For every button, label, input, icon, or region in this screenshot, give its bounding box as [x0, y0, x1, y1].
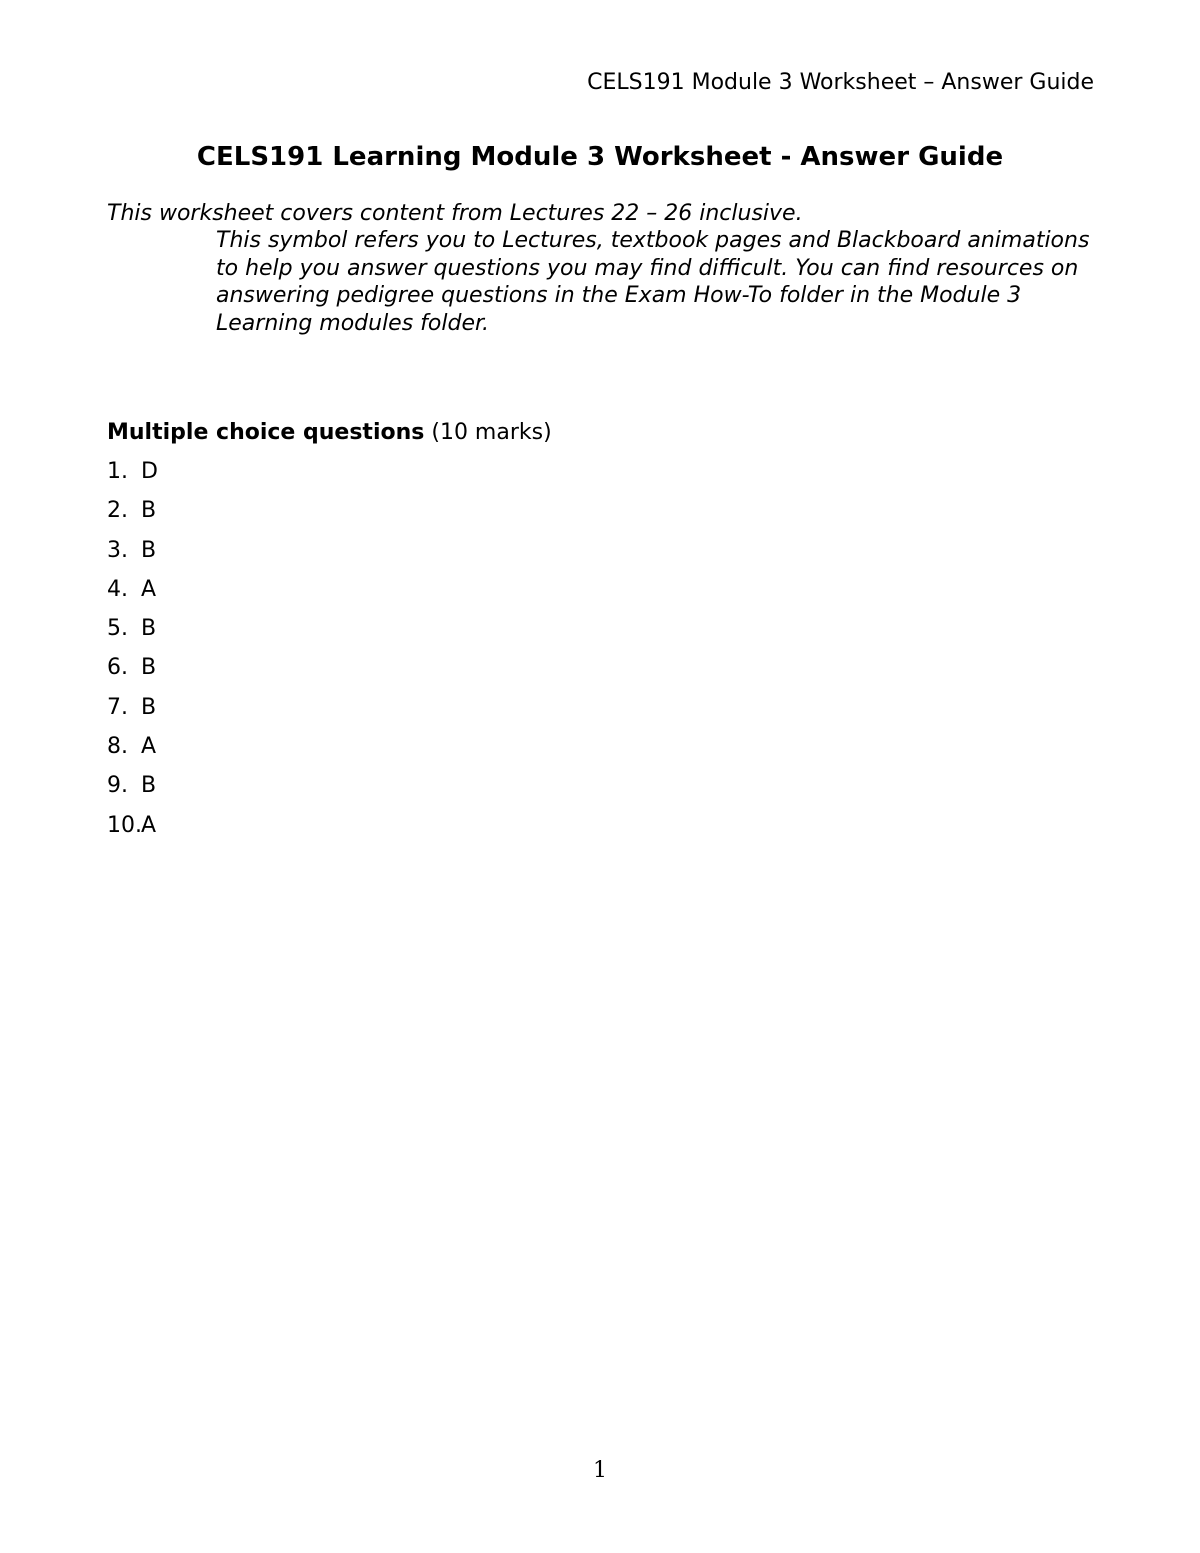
answer-number: 1.: [107, 459, 128, 484]
answer-value: B: [141, 655, 157, 681]
resource-note-text: This symbol refers you to Lectures, textbook pages and Blackboard animations to help you answer questions you may find difficult. You can find resources on answering pedigree questions in the Exam How-To folder in the Module 3 Learning modules folder.: [216, 228, 1090, 336]
answer-value: B: [141, 773, 157, 799]
answer-value: D: [141, 459, 158, 484]
mcq-heading-label: Multiple choice questions: [107, 420, 425, 445]
mcq-heading: [107, 418, 552, 448]
answer-number: 3.: [107, 537, 128, 563]
answer-value: B: [141, 694, 157, 720]
answer-value: B: [141, 537, 157, 563]
answer-value: A: [141, 576, 157, 602]
mcq-heading-marks: (10 marks): [431, 420, 552, 445]
answer-number: 4.: [107, 576, 128, 602]
answer-number: 2.: [107, 498, 128, 524]
answer-number: 7.: [107, 694, 128, 720]
answer-value: A: [141, 812, 157, 838]
running-header: CELS191 Module 3 Worksheet – Answer Guide: [587, 70, 1094, 95]
answer-number: 9.: [107, 773, 128, 799]
answer-number: 5.: [107, 616, 128, 642]
page-number: 1: [593, 1458, 607, 1483]
intro-text: This worksheet covers content from Lectures 22 – 26 inclusive.: [107, 201, 803, 226]
answer-value: B: [141, 616, 157, 642]
answer-number: 6.: [107, 655, 128, 681]
answer-number: 8.: [107, 734, 128, 760]
page-title: CELS191 Learning Module 3 Worksheet - Answer Guide: [196, 142, 1004, 172]
answer-value: B: [141, 498, 157, 524]
answer-value: A: [141, 734, 157, 760]
answer-number: 10.: [107, 812, 142, 838]
